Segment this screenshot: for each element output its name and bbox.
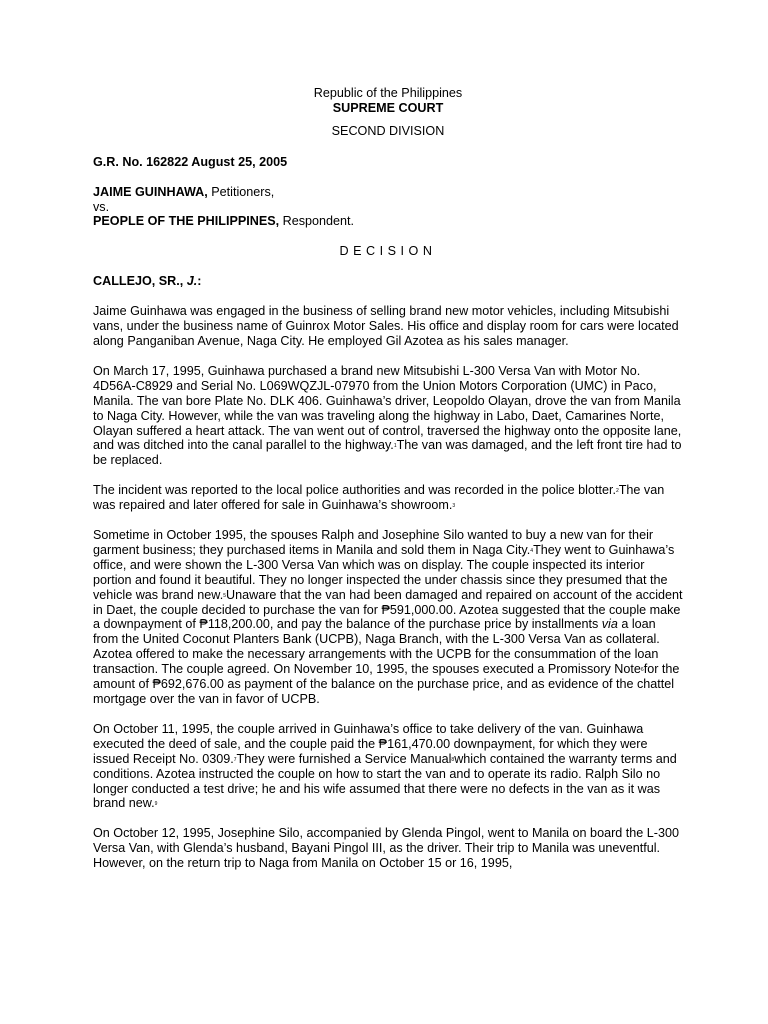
paragraph-4-text-d: a loan from the United Coconut Planters Bank (UCPB), Naga Branch, with the L-300 Versa Van as collateral. Azotea offered to make the necessary arrangements with the UCPB for the consummation of the loan transaction. The couple agreed. On November 10, 1995, the spouses executed a Promissory Note bbox=[93, 617, 660, 677]
case-number: G.R. No. 162822 August 25, 2005 bbox=[93, 154, 288, 169]
paragraph-2-text-b: The van was damaged, and the left front tire had to be replaced. bbox=[93, 438, 682, 468]
footnote-ref-5[interactable]: 5 bbox=[223, 592, 226, 599]
petitioner-line bbox=[93, 185, 683, 200]
paragraph-4-via: via bbox=[601, 617, 618, 632]
versus-line: vs. bbox=[93, 199, 110, 214]
paragraph-5 bbox=[93, 722, 683, 811]
paragraph-6: On October 12, 1995, Josephine Silo, accompanied by Glenda Pingol, went to Manila on board the L-300 Versa Van, with Glenda’s husband, Bayani Pingol III, as the driver. Their trip to Manila was uneventful. However, on the return trip to Naga from Manila on October 15 or 16, 1995, bbox=[93, 826, 679, 871]
paragraph-1: Jaime Guinhawa was engaged in the business of selling brand new motor vehicles, including Mitsubishi vans, under the business name of Guinrox Motor Sales. His office and display room for cars were located along Panganiban Avenue, Naga City. He employed Gil Azotea as his sales manager. bbox=[93, 304, 679, 348]
respondent-name: PEOPLE OF THE PHILIPPINES, bbox=[93, 214, 280, 229]
petitioner-name: JAIME GUINHAWA, bbox=[93, 184, 208, 199]
paragraph-4-text-c: Unaware that the van had been damaged and repaired on account of the accident in Daet, the couple decided to purchase the van for ₱591,000.00. Azotea suggested that the couple make a downpayment of ₱118,200.00, and pay the balance of the purchase price by installments bbox=[93, 587, 683, 632]
petitioner-role: Petitioners, bbox=[207, 184, 275, 199]
respondent-role: Respondent. bbox=[279, 214, 355, 229]
paragraph-4-text-a: Sometime in October 1995, the spouses Ralph and Josephine Silo wanted to buy a new van for their garment business; they purchased items in Manila and sold them in Naga City. bbox=[93, 528, 654, 557]
footnote-ref-7[interactable]: 7 bbox=[233, 756, 237, 763]
ponente-colon: : bbox=[197, 274, 202, 289]
footnote-ref-4[interactable]: 4 bbox=[530, 547, 534, 554]
paragraph-4-text-e: for the amount of ₱692,676.00 as payment of the balance on the purchase price, and as evidence of the chattel mortgage over the van in favor of UCPB. bbox=[93, 662, 680, 706]
footnote-ref-6[interactable]: 6 bbox=[640, 667, 644, 674]
ponente-line bbox=[93, 274, 683, 289]
paragraph-3 bbox=[93, 483, 683, 513]
paragraph-4-text-b: They went to Guinhawa’s office, and were shown the L-300 Versa Van which was on display. The couple inspected its interior portion and found it beautiful. They no longer inspected the under chassis since they presumed that the vehicle was brand new. bbox=[93, 542, 675, 602]
court-heading: SUPREME COURT bbox=[332, 100, 444, 115]
paragraph-5-text-b: They were furnished a Service Manual bbox=[236, 751, 452, 766]
paragraph-5-text-a: On October 11, 1995, the couple arrived in Guinhawa’s office to take delivery of the van. Guinhawa executed the deed of sale, and the couple paid the ₱161,470.00 downpayment, for which they were issued Receipt No. 0309. bbox=[93, 721, 648, 766]
paragraph-5-text-c: which contained the warranty terms and conditions. Azotea instructed the couple on how to start the van and to operate its radio. Ralph Silo no longer conducted a test drive; he and his wife assumed that there were no defects in the van as it was brand new. bbox=[93, 751, 677, 811]
footnote-ref-8[interactable]: 8 bbox=[451, 756, 455, 763]
ponente-name: CALLEJO, SR., bbox=[93, 274, 187, 289]
ponente-title: J. bbox=[186, 274, 198, 289]
footnote-ref-9[interactable]: 9 bbox=[154, 801, 158, 808]
paragraph-3-text-a: The incident was reported to the local police authorities and was recorded in the police blotter. bbox=[93, 483, 616, 498]
footnote-ref-3[interactable]: 3 bbox=[452, 503, 456, 510]
decision-title: DECISION bbox=[339, 244, 437, 259]
document-page bbox=[93, 86, 683, 871]
paragraph-2 bbox=[93, 364, 683, 468]
footnote-ref-2[interactable]: 2 bbox=[615, 488, 619, 495]
footnote-ref-1[interactable]: 1 bbox=[393, 443, 397, 450]
paragraph-4 bbox=[93, 528, 683, 707]
division-heading: SECOND DIVISION bbox=[331, 123, 445, 138]
respondent-line bbox=[93, 214, 683, 229]
paragraph-2-text-a: On March 17, 1995, Guinhawa purchased a brand new Mitsubishi L-300 Versa Van with Motor No. 4D56A-C8929 and Serial No. L069WQZJL-07970 from the Union Motors Corporation (UMC) in Paco, Manila. The van bore Plate No. DLK 406. Guinhawa’s driver, Leopoldo Olayan, drove the van from Manila to Naga City. However, while the van was traveling along the highway in Labo, Daet, Camarines Norte, Olayan suffered a heart attack. The van went out of control, traversed the highway onto the opposite lane, and was ditched into the canal parallel to the highway. bbox=[93, 363, 682, 453]
paragraph-3-text-b: The van was repaired and later offered for sale in Guinhawa’s showroom. bbox=[93, 483, 665, 513]
republic-heading: Republic of the Philippines bbox=[313, 86, 463, 100]
